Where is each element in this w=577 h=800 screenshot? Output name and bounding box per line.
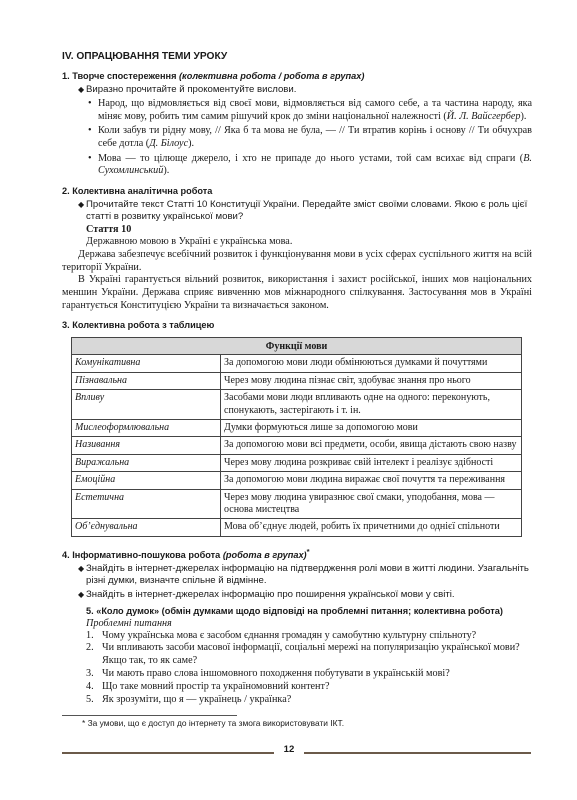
footnote: * За умови, що є доступ до інтернету та змога використовувати ІКТ. — [82, 718, 345, 728]
task4-bullet: ◆ Знайдіть в інтернет-джерелах інформацію про поширення української мови у світі. — [78, 589, 455, 601]
task4-heading: 4. Інформативно-пошукова робота (робота в групах)* — [62, 546, 310, 560]
question-item — [62, 694, 532, 707]
question-item — [62, 681, 532, 694]
bullet-dot-icon: • — [88, 98, 92, 110]
question-number: 4. — [86, 680, 94, 692]
question-number: 2. — [86, 642, 94, 654]
function-description: За допомогою мови всі предмети, особи, явища дістають свою назву — [221, 437, 522, 454]
question-number: 3. — [86, 667, 94, 679]
diamond-bullet-icon: ◆ — [78, 85, 85, 94]
task4-heading-note: (робота в групах) — [222, 549, 307, 560]
quote-author: В. Сухомлинський — [98, 152, 532, 177]
table-row — [72, 355, 522, 372]
function-name: Впливу — [72, 390, 221, 420]
task1-heading-text: 1. Творче спостереження — [62, 71, 177, 81]
bottom-rule-left — [62, 752, 274, 754]
task2-heading: 2. Колективна аналітична робота — [62, 185, 213, 196]
functions-table — [71, 337, 522, 536]
task2-instruction: ◆ Прочитайте текст Статті 10 Конституції України. Передайте зміст своїми словами. Якою є роль цієї статті в розвитку української мови? — [78, 198, 528, 222]
table-row — [72, 472, 522, 489]
article-title: Стаття 10 — [86, 224, 132, 236]
article-paragraph: Державною мовою в Україні є українська мова. — [86, 236, 293, 248]
task1-heading-note: (колективна робота / робота в групах) — [179, 71, 365, 81]
page-number: 12 — [283, 744, 295, 755]
question-item — [62, 668, 532, 681]
table-row — [72, 372, 522, 389]
function-name: Мислеоформлювальна — [72, 420, 221, 437]
function-name: Комунікативна — [72, 355, 221, 372]
article-paragraph: В Україні гарантується вільний розвиток, використання і захист російської, інших мов національних меншин України. Держава сприяє вивченню мов міжнародного спілкування. Застосування мов в Україні гарантується Конституцією України та визначається законом. — [62, 274, 532, 311]
questions-list — [62, 630, 532, 707]
diamond-bullet-icon: ◆ — [78, 563, 85, 573]
diamond-bullet-icon: ◆ — [78, 590, 85, 600]
quote-item: • Коли забув ти рідну мову, // Яка б та мова не була, — // Ти втратив корінь і основу // Ти обчухрав себе дотла (Д. Білоус). — [88, 125, 532, 149]
article-paragraph: Держава забезпечує всебічний розвиток і функціонування мови в усіх сферах суспільного життя на всій території України. — [62, 248, 532, 273]
task1-heading — [62, 70, 532, 82]
quote-author: Й. Л. Вайсгербер — [446, 110, 521, 122]
question-text: Що таке мовний простір та україномовний контент? — [102, 680, 330, 692]
task4-bullet: ◆ Знайдіть в інтернет-джерелах інформацію на підтвердження ролі мови в житті людини. Узагальніть різні думки, визначте спільне й відмінне. — [78, 562, 529, 587]
question-number: 5. — [86, 693, 94, 705]
question-item — [62, 630, 532, 643]
section-title: IV. ОПРАЦЮВАННЯ ТЕМИ УРОКУ — [62, 51, 228, 62]
footnote-mark: * — [306, 546, 310, 556]
quote-item: • Мова — то цілюще джерело, і хто не припаде до нього устами, той сам всихає від спраги (В. Сухомлинський). — [88, 152, 532, 177]
table-row — [72, 489, 522, 519]
function-name: Естетична — [72, 489, 221, 519]
function-name: Виражальна — [72, 454, 221, 471]
function-name: Пізнавальна — [72, 372, 221, 389]
table-header: Функції мови — [72, 338, 522, 355]
function-description: За допомогою мови люди обмінюються думками й почуттями — [221, 355, 522, 372]
table-row — [72, 519, 522, 536]
question-text: Чи впливають засоби масової інформації, соціальні мережі на популяризацію української мови? Якщо так, то як саме? — [102, 642, 520, 667]
page-content — [62, 50, 532, 706]
table-row — [72, 420, 522, 437]
task3-heading: 3. Колективна робота з таблицею — [62, 320, 215, 331]
function-description: Мова об’єднує людей, робить їх причетними до однієї спільноти — [221, 519, 522, 536]
question-text: Чи мають право слова іншомовного походження побутувати в українській мові? — [102, 667, 450, 679]
bullet-dot-icon: • — [88, 125, 92, 137]
function-description: За допомогою мови людина виражає свої почуття та переживання — [221, 472, 522, 489]
question-text: Чому українська мова є засобом єднання громадян у самобутню культурну спільноту? — [102, 629, 477, 641]
footnote-divider — [62, 715, 237, 716]
function-name: Об’єднувальна — [72, 519, 221, 536]
table-body — [72, 355, 522, 536]
function-description: Через мову людина розкриває свій інтелект і реалізує здібності — [221, 454, 522, 471]
diamond-bullet-icon: ◆ — [78, 199, 85, 209]
function-description: Засобами мови люди впливають одне на одного: переконують, спонукають, застерігають і т. ін. — [221, 390, 522, 420]
table-row — [72, 454, 522, 471]
function-description: Думки формуються лише за допомогою мови — [221, 420, 522, 437]
table-row — [72, 437, 522, 454]
function-description: Через мову людина пізнає світ, здобуває знання про нього — [221, 372, 522, 389]
function-name: Називання — [72, 437, 221, 454]
quote-item: • Народ, що відмовляється від своєї мови, відмовляється від самого себе, а та частина народу, яка міняє мову, робить тим самим рішучий крок до зміни національної належності (Й. Л. Вайсгербер). — [88, 98, 532, 122]
task5-heading: 5. «Коло думок» (обмін думками щодо відповіді на проблемні питання; колективна робота) — [86, 605, 503, 616]
bottom-rule-right — [304, 752, 531, 754]
question-item — [62, 642, 532, 668]
quote-author: Д. Білоус — [149, 137, 189, 149]
question-number: 1. — [86, 629, 94, 641]
function-name: Емоційна — [72, 472, 221, 489]
question-text: Як зрозуміти, що я — українець / українка? — [102, 693, 292, 705]
bullet-dot-icon: • — [88, 152, 92, 164]
table-row — [72, 390, 522, 420]
function-description: Через мову людина увиразнює свої смаки, уподобання, мова — основа мистецтва — [221, 489, 522, 519]
task1-instruction: ◆ Виразно прочитайте й прокоментуйте вислови. — [78, 84, 297, 95]
task5-subheading: Проблемні питання — [86, 617, 172, 629]
